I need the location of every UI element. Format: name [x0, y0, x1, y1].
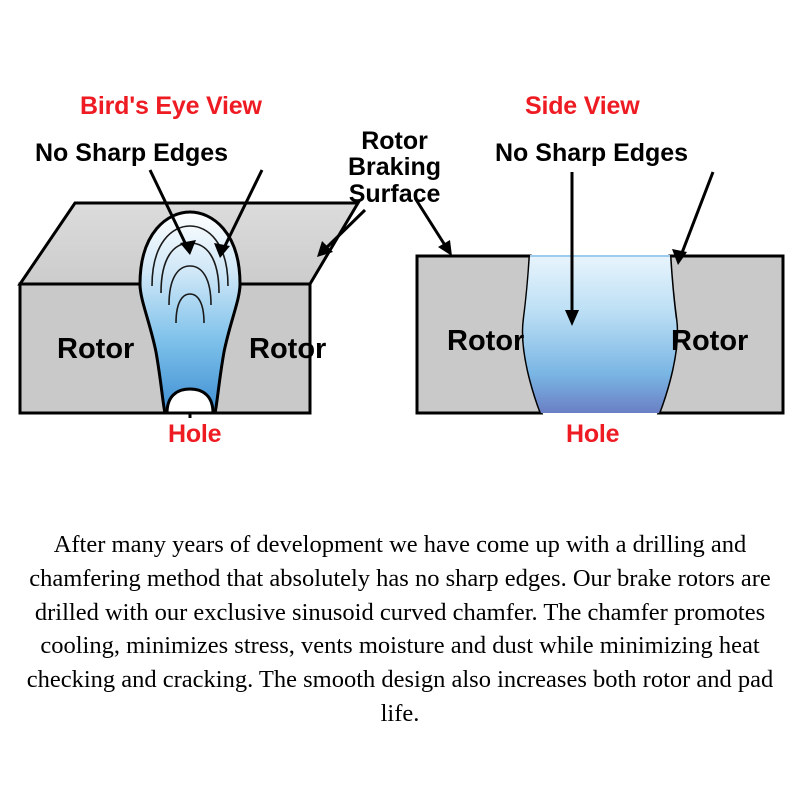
arrow-no-sharp-edges-right-2	[672, 172, 713, 265]
label-rotor-braking-line1: Rotor	[361, 127, 428, 155]
label-no-sharp-edges-left: No Sharp Edges	[35, 139, 229, 167]
title-birds-eye-view: Bird's Eye View	[80, 92, 262, 120]
label-rotor-left-a: Rotor	[57, 333, 135, 365]
side-chamfer-channel	[523, 256, 676, 413]
label-hole-left: Hole	[168, 420, 222, 448]
label-rotor-braking-surface	[348, 128, 441, 207]
label-hole-right: Hole	[566, 420, 620, 448]
label-rotor-right-a: Rotor	[447, 325, 525, 357]
label-rotor-braking-line3: Surface	[348, 179, 441, 208]
label-rotor-braking-line2: Braking	[348, 153, 442, 182]
side-view-block	[415, 172, 783, 413]
label-no-sharp-edges-right: No Sharp Edges	[495, 139, 689, 167]
label-rotor-left-b: Rotor	[249, 333, 327, 365]
hole-left	[167, 389, 213, 413]
title-side-view: Side View	[525, 92, 640, 120]
birds-eye-block	[20, 170, 365, 418]
caption-paragraph: After many years of development we have come up with a drilling and chamfering method that absolutely has no sharp edges. Our brake rotors are drilled with our exclusive sinusoid curved chamfer. The chamfer promotes cooling, minimizes stress, vents moisture and dust while minimizing heat checking and cracking. The smooth design also increases both rotor and pad life.	[26, 531, 774, 727]
label-rotor-right-b: Rotor	[671, 325, 749, 357]
